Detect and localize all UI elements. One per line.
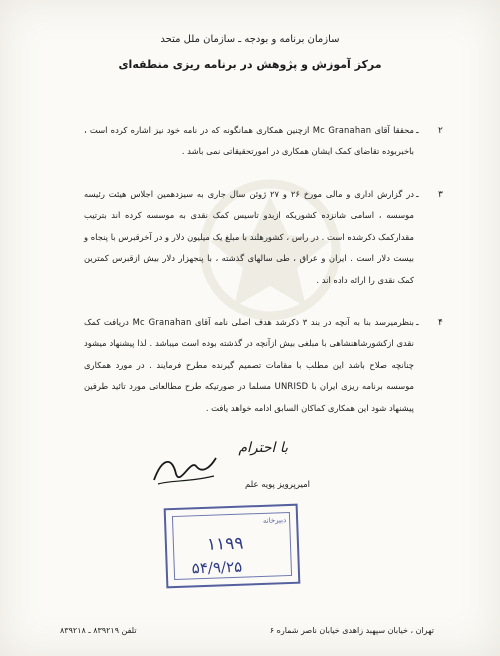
paragraph-2-text: محققا آقای Mc Granahan ازچنین همکاری همانگونه که در نامه خود نیز اشاره کرده است ، باخبربوده تقاضای کمک ایشان همکاری در امورتحقیقاتی نمی باشد . [84,125,414,157]
footer-phone: تلفن ۸۳۹۲۱۹ ـ ۸۳۹۲۱۸ [60,626,137,635]
stamp-date: ۵۴/۹/۲۵ [191,557,243,578]
footer-address: تهران ، خیابان سپهبد زاهدی خیابان ناصر شماره ۶ [269,626,434,635]
regards-handwritten: با احترام [238,440,288,456]
paragraph-4-text: بنظرمیرسد بنا به آنچه در بند ۳ ذکرشد هدف اصلی نامه آقای Mc Granahan دریافت کمک نقدی ازکشورشاهنشاهی با مبلغی بیش ازآنچه در گذشته بوده است میباشد . لذا پیشنهاد میشود چنانچه صلاح باشد این مطلب با مقامات تصمیم گیرنده مطرح فرمایند . در مورد همکاری موسسه برنامه ریزی ایران با UNRISD مسلما در صورتیکه طرح مطالعاتی مورد تائید طرفین پیشنهاد شود این همکاری کماکان السابق ادامه خواهد یافت . [84,317,415,413]
center-name-heading: مرکز آموزش و پژوهش در برنامه ریزی منطقه‌ای [118,58,382,71]
stamp-registry-number: ۱۱۹۹ [206,533,244,555]
handwritten-signature [150,450,220,490]
paragraph-dash: ـ [416,190,419,200]
paragraph-dash: ـ [416,126,419,136]
organization-line: سازمان برنامه و بودجه ـ سازمان ملل متحد [160,34,340,45]
paragraph-dash: ـ [416,318,419,328]
paragraph-number: ۳ [438,190,443,200]
paragraph-number: ۴ [438,318,443,328]
paragraph-3-text: در گزارش اداری و مالی مورخ ۲۶ و ۲۷ ژوئن سال جاری به سیزدهمین اجلاس هیئت رئیسه موسسه ، اسامی شانزده کشوریکه ازبدو تاسیس کمک نقدی به موسسه کرده اند بترتیب مقدارکمک ذکرشده است . در راس ، کشورهلند با مبلغ یک میلیون دلار و در آخرقبرس با پنجاه و بیست دلار است . ایران و عراق ، طی سالهای گذشته ، با پنجهزار دلار بیش ازقبرس کمترین کمک نقدی را ارائه داده اند . [84,189,415,285]
registry-stamp [164,504,301,589]
signer-name: امیرپرویز پویه علم [244,480,310,490]
signature-block [150,440,310,510]
paragraph-number: ۲ [438,126,443,136]
stamp-title: دبیرخانه [262,516,287,525]
